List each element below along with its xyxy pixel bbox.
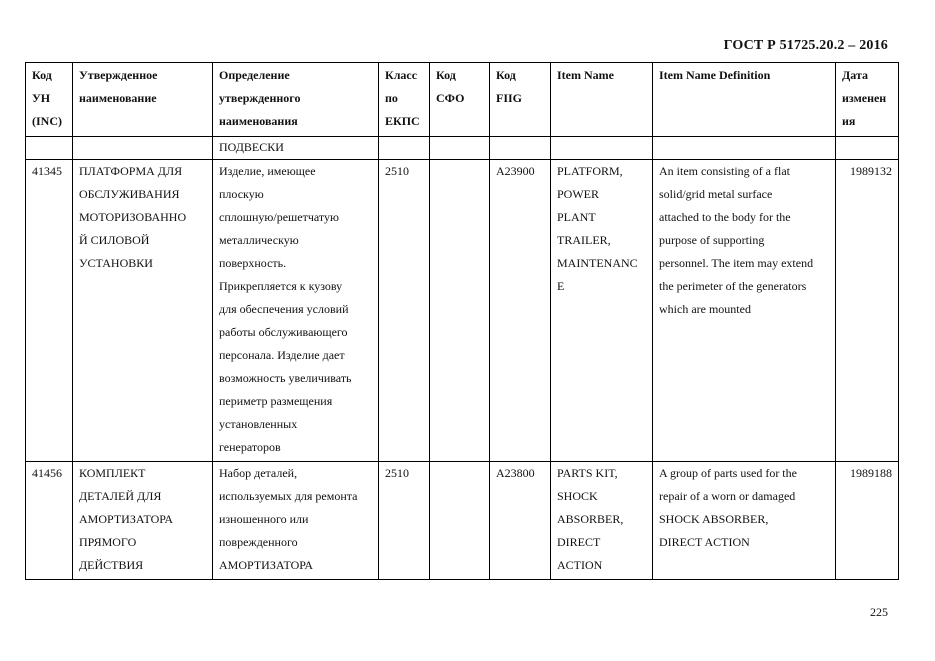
cell-change-date <box>836 137 899 160</box>
cell-text: периметр размещения <box>219 394 333 408</box>
cell-text: поврежденного <box>219 535 298 549</box>
cell-approved-name <box>73 137 213 160</box>
cell-text: the perimeter of the generators <box>659 279 807 293</box>
cell-text: МОТОРИЗОВАННО <box>79 210 187 224</box>
cell-approved-name <box>73 160 213 462</box>
header-inc <box>26 63 73 137</box>
cell-text: 41345 <box>32 164 62 178</box>
cell-text: solid/grid metal surface <box>659 187 773 201</box>
cell-text: плоскую <box>219 187 264 201</box>
cell-definition <box>213 160 379 462</box>
catalog-table <box>25 62 899 580</box>
cell-text: 1989132 <box>850 164 892 178</box>
cell-text: PLATFORM, <box>557 164 623 178</box>
cell-definition <box>213 462 379 580</box>
header-text: (INC) <box>32 114 62 128</box>
header-text: изменен <box>842 91 887 105</box>
cell-definition <box>213 137 379 160</box>
cell-text: An item consisting of a flat <box>659 164 790 178</box>
table-row <box>26 160 899 462</box>
cell-text: ДЕЙСТВИЯ <box>79 558 144 572</box>
cell-text: установленных <box>219 417 298 431</box>
header-text: наименования <box>219 114 298 128</box>
cell-text: работы обслуживающего <box>219 325 348 339</box>
cell-text: 1989188 <box>850 466 892 480</box>
header-definition <box>213 63 379 137</box>
cell-text: Прикрепляется к кузову <box>219 279 343 293</box>
cell-text: personnel. The item may extend <box>659 256 814 270</box>
cell-text: POWER <box>557 187 599 201</box>
cell-text: Изделие, имеющее <box>219 164 316 178</box>
header-text: СФО <box>436 91 465 105</box>
cell-text: purpose of supporting <box>659 233 765 247</box>
cell-text: АМОРТИЗАТОРА <box>79 512 174 526</box>
cell-text: поверхность. <box>219 256 287 270</box>
cell-text: PARTS KIT, <box>557 466 618 480</box>
cell-text: A23900 <box>496 164 535 178</box>
cell-class <box>379 462 430 580</box>
header-text: Код <box>32 68 52 82</box>
cell-sfo <box>430 160 490 462</box>
cell-text: SHOCK <box>557 489 598 503</box>
cell-text: возможность увеличивать <box>219 371 352 385</box>
document-header: ГОСТ Р 51725.20.2 – 2016 <box>723 38 888 53</box>
cell-text: персонала. Изделие дает <box>219 348 345 362</box>
header-approved-name <box>73 63 213 137</box>
cell-item-name-definition <box>653 160 836 462</box>
cell-text: изношенного или <box>219 512 309 526</box>
header-item-name-definition <box>653 63 836 137</box>
cell-item-name-definition <box>653 137 836 160</box>
cell-item-name <box>551 160 653 462</box>
cell-text: DIRECT ACTION <box>659 535 750 549</box>
header-text: УН <box>32 91 51 105</box>
cell-inc <box>26 160 73 462</box>
cell-item-name <box>551 462 653 580</box>
cell-text: SHOCK ABSORBER, <box>659 512 769 526</box>
cell-text: Й СИЛОВОЙ <box>79 233 150 247</box>
table-header-row <box>26 63 899 137</box>
cell-change-date <box>836 462 899 580</box>
cell-text: ДЕТАЛЕЙ ДЛЯ <box>79 489 162 503</box>
header-change-date <box>836 63 899 137</box>
header-text: утвержденного <box>219 91 301 105</box>
header-text: Item Name <box>557 68 614 82</box>
cell-text: which are mounted <box>659 302 751 316</box>
header-text: Утвержденное <box>79 68 158 82</box>
cell-change-date <box>836 160 899 462</box>
header-text: FIIG <box>496 91 523 105</box>
cell-text: A23800 <box>496 466 535 480</box>
cell-sfo <box>430 462 490 580</box>
cell-text: ОБСЛУЖИВАНИЯ <box>79 187 180 201</box>
cell-text: металлическую <box>219 233 299 247</box>
table-row-continuation <box>26 137 899 160</box>
cell-text: для обеспечения условий <box>219 302 349 316</box>
header-text: ЕКПС <box>385 114 420 128</box>
header-text: ия <box>842 114 856 128</box>
cell-text: Набор деталей, <box>219 466 298 480</box>
cell-fiig <box>490 462 551 580</box>
cell-text: E <box>557 279 565 293</box>
cell-text: АМОРТИЗАТОРА <box>219 558 314 572</box>
header-text: Дата <box>842 68 868 82</box>
header-text: по <box>385 91 398 105</box>
header-text: Код <box>436 68 456 82</box>
header-sfo <box>430 63 490 137</box>
cell-text: 2510 <box>385 164 409 178</box>
cell-text: ACTION <box>557 558 603 572</box>
cell-item-name <box>551 137 653 160</box>
table-row <box>26 462 899 580</box>
cell-class <box>379 137 430 160</box>
cell-text: ПРЯМОГО <box>79 535 137 549</box>
cell-text: repair of a worn or damaged <box>659 489 796 503</box>
header-class <box>379 63 430 137</box>
cell-text: КОМПЛЕКТ <box>79 466 146 480</box>
cell-text: PLANT <box>557 210 596 224</box>
cell-text: A group of parts used for the <box>659 466 797 480</box>
header-fiig <box>490 63 551 137</box>
cell-fiig <box>490 137 551 160</box>
cell-inc <box>26 137 73 160</box>
header-text: Код <box>496 68 516 82</box>
page-number: 225 <box>870 605 888 619</box>
header-text: наименование <box>79 91 157 105</box>
cell-text: сплошную/решетчатую <box>219 210 339 224</box>
cell-text: DIRECT <box>557 535 601 549</box>
header-item-name <box>551 63 653 137</box>
cell-text: ПОДВЕСКИ <box>219 140 284 154</box>
cell-text: ABSORBER, <box>557 512 624 526</box>
cell-text: 2510 <box>385 466 409 480</box>
cell-item-name-definition <box>653 462 836 580</box>
cell-approved-name <box>73 462 213 580</box>
cell-text: используемых для ремонта <box>219 489 358 503</box>
cell-sfo <box>430 137 490 160</box>
cell-text: attached to the body for the <box>659 210 791 224</box>
cell-inc <box>26 462 73 580</box>
cell-text: генераторов <box>219 440 281 454</box>
header-text: Item Name Definition <box>659 68 771 82</box>
cell-text: УСТАНОВКИ <box>79 256 153 270</box>
header-text: Класс <box>385 68 418 82</box>
cell-fiig <box>490 160 551 462</box>
cell-text: ПЛАТФОРМА ДЛЯ <box>79 164 183 178</box>
cell-class <box>379 160 430 462</box>
cell-text: TRAILER, <box>557 233 611 247</box>
header-text: Определение <box>219 68 290 82</box>
cell-text: MAINTENANC <box>557 256 638 270</box>
cell-text: 41456 <box>32 466 62 480</box>
